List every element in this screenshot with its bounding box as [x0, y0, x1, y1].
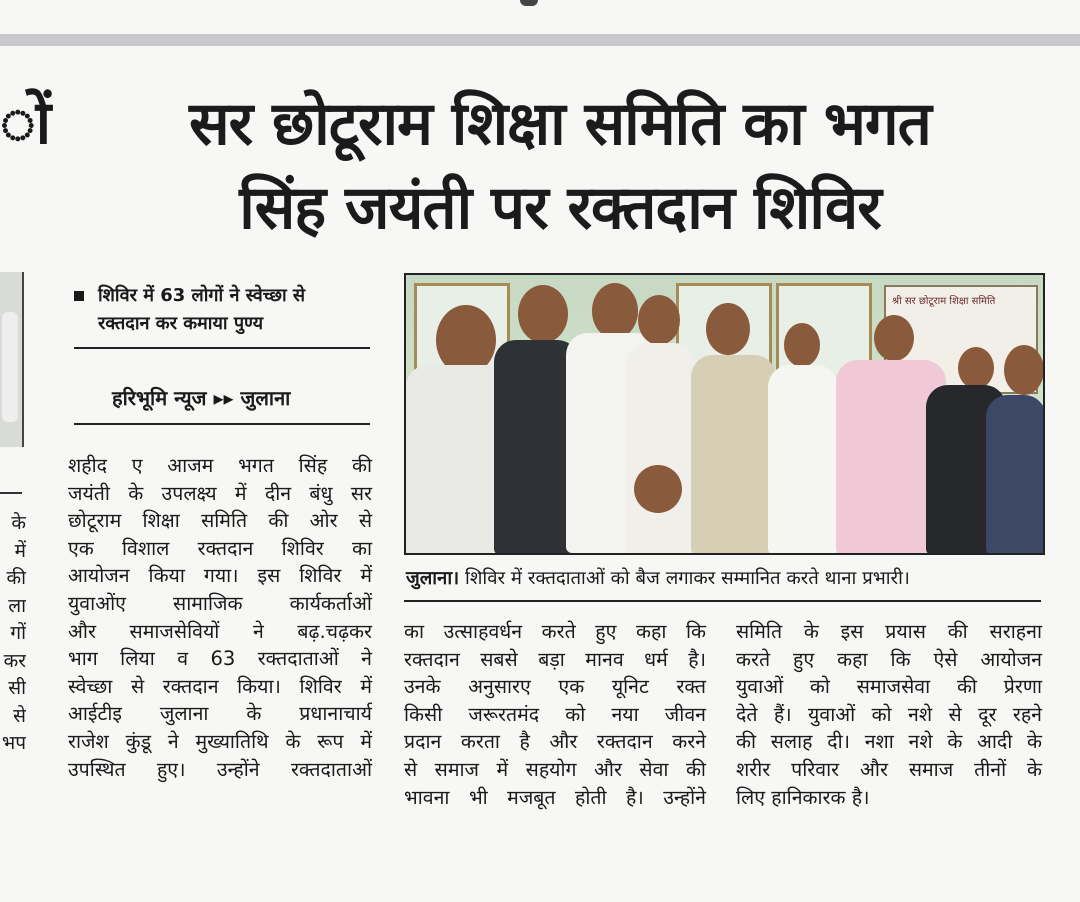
photo-caption: जुलाना। शिविर में रक्तदाताओं को बैज लगाकर सम्मानित करते थाना प्रभारी।	[406, 568, 910, 589]
top-edge-mark	[520, 0, 538, 6]
headline-line-1: सर छोटूराम शिक्षा समिति का भगत	[189, 89, 931, 159]
article-headline	[60, 82, 1060, 250]
adjacent-headline-fragment: ों	[0, 88, 52, 158]
adjacent-rule	[0, 492, 22, 494]
bullet-icon	[74, 291, 84, 301]
news-photo	[404, 273, 1045, 555]
byline-rule	[74, 423, 370, 425]
body-column-3: समिति के इस प्रयास की सराहना करते हुए कहा कि ऐसे आयोजन युवाओं को समाजसेवा की प्रेरणा देते हैं। युवाओं को नशे से दूर रहने की सलाह दी। नशा नशे के आदी के शरीर परिवार और समाज तीनों के लिए हानिकारक है।	[736, 620, 1042, 809]
article-deck: शिविर में 63 लोगों ने स्वेच्छा से रक्तदान कर कमाया पुण्य	[74, 282, 370, 338]
headline-line-2: सिंह जयंती पर रक्तदान शिविर	[239, 173, 881, 243]
caption-rule	[404, 600, 1041, 602]
byline: हरिभूमि न्यूज ▸▸ जुलाना	[112, 386, 291, 410]
page-top-band	[0, 34, 1080, 46]
adjacent-column-fragment: के में की ला गों कर सी से भप	[1, 512, 26, 754]
body-column-1: शहीद ए आजम भगत सिंह की जयंती के उपलक्ष्य में दीन बंधु सर छोटूराम शिक्षा समिति की ओर से एक विशाल रक्तदान शिविर का आयोजन किया गया। इस शिविर में युवाओंए सामाजिक कार्यकर्ताओं और समाजसेवियों ने बढ़.चढ़कर भाग लिया व 63 रक्तदाताओं ने स्वेच्छा से रक्तदान किया। शिविर में आईटीइ जुलाना के प्रधानाचार्य राजेश कुंडू ने मुख्यातिथि के रूप में उपस्थित हुए। उन्होंने रक्तदाताओं	[68, 454, 372, 781]
deck-rule	[74, 347, 370, 349]
body-column-2: का उत्साहवर्धन करते हुए कहा कि रक्तदान सबसे बड़ा मानव धर्म है। उनके अनुसारए एक यूनिट रक्त किसी जरूरतमंद को नया जीवन प्रदान करता है और रक्तदान करने से समाज में सहयोग और सेवा की भावना भी मजबूत होती है। उन्होंने	[404, 620, 706, 809]
adjacent-photo-fragment	[0, 272, 24, 447]
photo-banner: श्री सर छोटूराम शिक्षा समिति	[884, 285, 1038, 394]
